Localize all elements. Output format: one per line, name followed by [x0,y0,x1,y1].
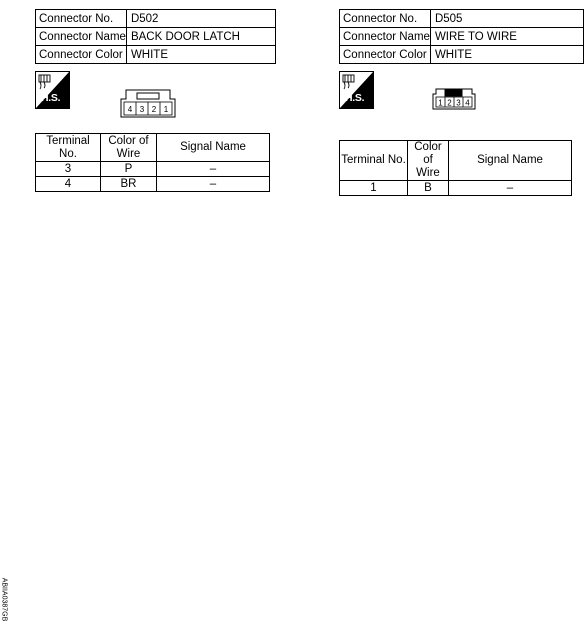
connector-d502 [35,9,276,192]
info-label: Connector No. [36,10,127,28]
info-row-color [36,46,276,64]
pin-label: 1 [438,98,443,108]
pin-label: 3 [139,105,145,114]
terminal-no: 4 [36,177,101,192]
wire-color-header-line2: Wire [116,147,141,160]
wire-color: BR [101,177,157,192]
info-label: Connector Color [36,46,127,64]
terminal-header-row [340,141,572,181]
wire-color-header [101,134,157,162]
info-value: D505 [430,10,583,28]
terminal-no-header: Terminal No. [340,141,408,181]
signal-name: – [449,181,572,196]
info-row-name [340,28,584,46]
signal-name-header: Signal Name [449,141,572,181]
hs-label: H.S. [345,92,365,104]
connector-face-diagram [120,87,176,118]
document-code: ABIIA0387GB [0,577,8,622]
info-row-name [36,28,276,46]
hs-label: H.S. [41,92,61,104]
terminal-no: 3 [36,162,101,177]
info-label: Connector Color [340,46,431,64]
terminal-row [36,162,270,177]
info-row-color [340,46,584,64]
pin-label: 4 [465,98,470,108]
wire-color-header [408,141,449,181]
signal-name: – [157,177,270,192]
terminal-no-header: Terminal No. [36,134,101,162]
info-label: Connector No. [340,10,431,28]
info-value: WHITE [430,46,583,64]
info-label: Connector Name [36,28,127,46]
connector-graphic-row [35,64,276,124]
connector-info-table [339,9,584,64]
signal-name-header: Signal Name [157,134,270,162]
connector-d505 [339,9,584,196]
info-label: Connector Name [340,28,431,46]
harness-side-icon [35,71,70,109]
info-value: WIRE TO WIRE [430,28,583,46]
terminal-header-row [36,134,270,162]
pin-label: 4 [127,105,133,114]
pin-label: 1 [163,105,169,114]
wire-color: B [408,181,449,196]
connector-graphic-row [339,64,584,124]
terminal-row [340,181,572,196]
signal-name: – [157,162,270,177]
wire-color-header-line1: Color of [414,141,442,166]
wire-color-header-line1: Color of [108,134,149,147]
pin-label: 2 [151,105,157,114]
wire-color: P [101,162,157,177]
wire-color-header-line2: Wire [416,167,440,179]
info-value: D502 [126,10,275,28]
terminal-no: 1 [340,181,408,196]
info-value: BACK DOOR LATCH [126,28,275,46]
info-row-number [340,10,584,28]
pin-label: 2 [447,98,452,108]
terminal-table [339,140,572,196]
connector-face-diagram [432,88,476,110]
info-value: WHITE [126,46,275,64]
connector-info-table [35,9,276,64]
pin-label: 3 [456,98,461,108]
terminal-row [36,177,270,192]
harness-side-icon [339,71,374,109]
terminal-table [35,133,270,192]
info-row-number [36,10,276,28]
